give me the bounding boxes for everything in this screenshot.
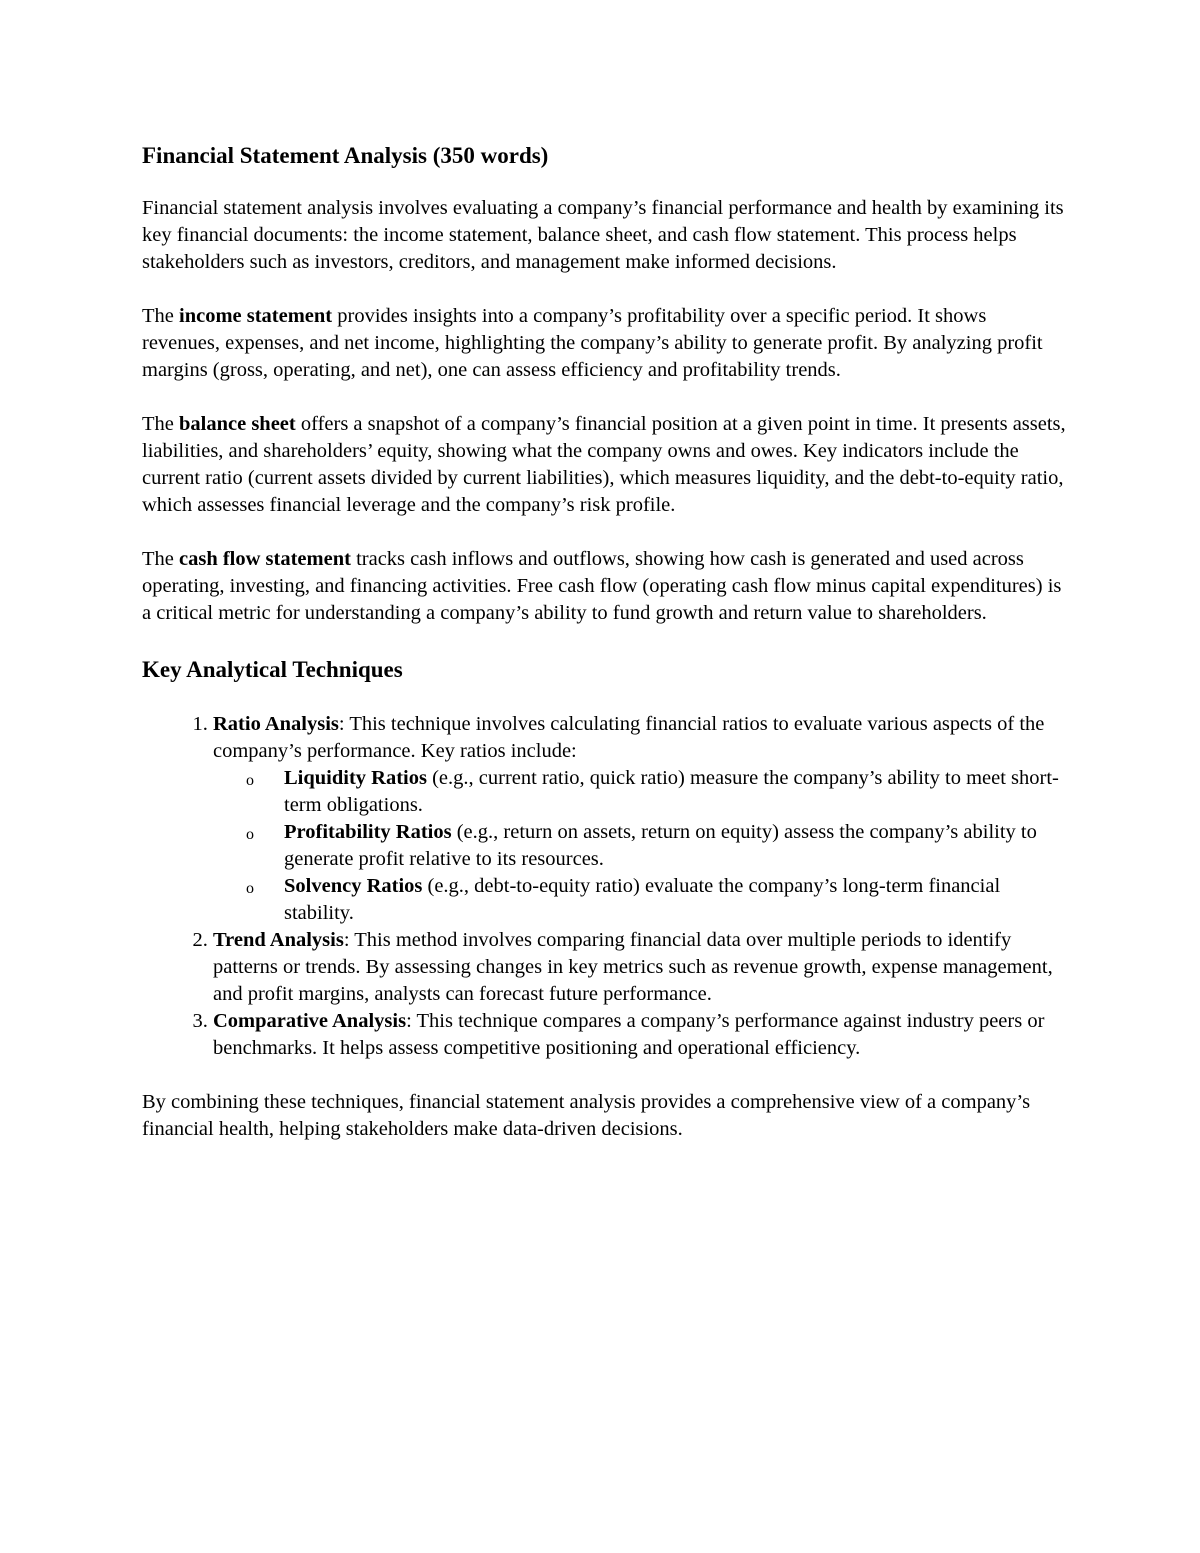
balance-body: offers a snapshot of a company’s financial position at a given point in time. It presents assets, liabilities, and shareholders’ equity, showing what the company owns and owes. Key indicators include the current ratio (current assets divided by current liabilities), which measures liquidity, and the debt-to-equity ratio, which assesses financial leverage and the company’s risk profile. [142, 413, 1066, 516]
document-page [142, 140, 1067, 1170]
technique-body: : This method involves comparing financial data over multiple periods to identify patterns or trends. By assessing changes in key metrics such as revenue growth, expense management, and profit margins, analysts can forecast future performance. [213, 929, 1053, 1005]
technique-term: Trend Analysis [213, 929, 344, 951]
balance-sheet-paragraph [142, 411, 1067, 519]
technique-item-comparative-analysis [213, 1008, 1067, 1062]
cashflow-body: tracks cash inflows and outflows, showing how cash is generated and used across operating, investing, and financing activities. Free cash flow (operating cash flow minus capital expenditures) is a critical metric for understanding a company’s ability to fund growth and return value to shareholders. [142, 548, 1062, 624]
ratio-body: (e.g., current ratio, quick ratio) measure the company’s ability to meet short-term obligations. [284, 767, 1059, 816]
technique-body: : This technique compares a company’s performance against industry peers or benchmarks. It helps assess competitive positioning and operational efficiency. [213, 1010, 1045, 1059]
cash-flow-paragraph [142, 546, 1067, 627]
technique-body: : This technique involves calculating financial ratios to evaluate various aspects of the company’s performance. Key ratios include: [213, 713, 1045, 762]
ratio-item-liquidity [246, 765, 1067, 819]
document-title: Financial Statement Analysis (350 words) [142, 143, 549, 168]
bullet-marker: o [246, 880, 254, 897]
cashflow-lead: The [142, 548, 179, 570]
intro-paragraph: Financial statement analysis involves evaluating a company’s financial performance and health by examining its key financial documents: the income statement, balance sheet, and cash flow statement. This process helps stakeholders such as investors, creditors, and management make informed decisions. [142, 197, 1064, 273]
ratio-types-list [213, 765, 1067, 927]
income-statement-term: income statement [179, 305, 333, 327]
income-statement-paragraph [142, 303, 1067, 384]
bullet-marker: o [246, 826, 254, 843]
cash-flow-statement-term: cash flow statement [179, 548, 351, 570]
ratio-body: (e.g., return on assets, return on equity) assess the company’s ability to generate profit relative to its resources. [284, 821, 1037, 870]
technique-term: Comparative Analysis [213, 1010, 407, 1032]
bullet-marker: o [246, 772, 254, 789]
technique-item-ratio-analysis [213, 711, 1067, 927]
ratio-term: Liquidity Ratios [284, 767, 427, 789]
balance-lead: The [142, 413, 179, 435]
ratio-body: (e.g., debt-to-equity ratio) evaluate the company’s long-term financial stability. [284, 875, 1001, 924]
technique-item-trend-analysis [213, 927, 1067, 1008]
ratio-item-solvency [246, 873, 1067, 927]
techniques-heading: Key Analytical Techniques [142, 657, 403, 682]
techniques-list [142, 711, 1067, 1062]
balance-sheet-term: balance sheet [179, 413, 296, 435]
ratio-term: Profitability Ratios [284, 821, 452, 843]
ratio-item-profitability [246, 819, 1067, 873]
ratio-term: Solvency Ratios [284, 875, 423, 897]
technique-term: Ratio Analysis [213, 713, 339, 735]
conclusion-paragraph: By combining these techniques, financial statement analysis provides a comprehensive view of a company’s financial health, helping stakeholders make data-driven decisions. [142, 1091, 1031, 1140]
income-lead: The [142, 305, 179, 327]
income-body: provides insights into a company’s profitability over a specific period. It shows revenues, expenses, and net income, highlighting the company’s ability to generate profit. By analyzing profit margins (gross, operating, and net), one can assess efficiency and profitability trends. [142, 305, 1043, 381]
